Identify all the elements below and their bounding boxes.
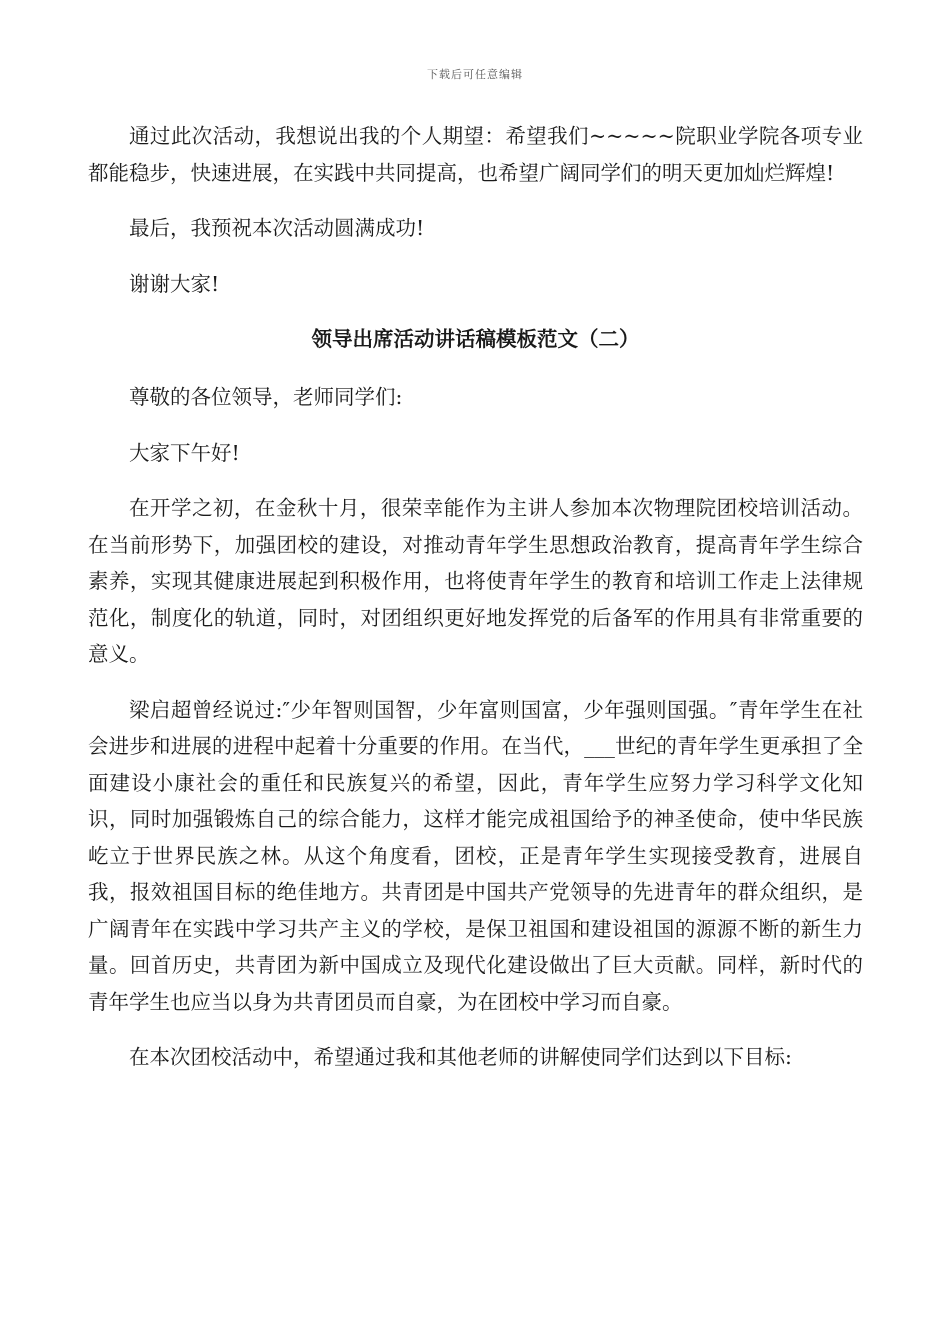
paragraph-expectation: 通过此次活动，我想说出我的个人期望：希望我们~~~~~院职业学院各项专业都能稳步，快速进展，在实践中共同提高，也希望广阔同学们的明天更加灿烂辉煌! xyxy=(88,124,863,185)
paragraph-goals-intro: 在本次团校活动中，希望通过我和其他老师的讲解使同学们达到以下目标: xyxy=(129,1045,792,1069)
paragraph-greeting: 大家下午好! xyxy=(129,440,240,465)
page-header: 下载后可任意编辑 xyxy=(427,68,523,81)
paragraph-greeting-address: 尊敬的各位领导，老师同学们: xyxy=(129,385,403,409)
paragraph-wish-success: 最后，我预祝本次活动圆满成功! xyxy=(129,216,425,240)
paragraph-opening: 在开学之初，在金秋十月，很荣幸能作为主讲人参加本次物理院团校培训活动。在当前形势下，加强团校的建设，对推动青年学生思想政治教育，提高青年学生综合素养，实现其健康进展起到积极作用，也将使青年学生的教育和培训工作走上法律规范化，制度化的轨道，同时，对团组织更好地发挥党的后备军的作用具有非常重要的意义。 xyxy=(88,496,863,666)
document-body xyxy=(88,118,863,1095)
paragraph-thanks: 谢谢大家! xyxy=(129,271,220,296)
section-title: 领导出席活动讲话稿模板范文（二） xyxy=(311,327,640,351)
paragraph-liang-qichao: 梁启超曾经说过:″少年智则国智，少年富则国富，少年强则国强。″青年学生在社会进步和进展的进程中起着十分重要的作用。在当代，___世纪的青年学生更承担了全面建设小康社会的重任和民族复兴的希望，因此，青年学生应努力学习科学文化知识，同时加强锻炼自己的综合能力，这样才能完成祖国给予的神圣使命，使中华民族屹立于世界民族之林。从这个角度看，团校，正是青年学生实现接受教育，进展自我，报效祖国目标的绝佳地方。共青团是中国共产党领导的先进青年的群众组织，是广阔青年在实践中学习共产主义的学校，是保卫祖国和建设祖国的源源不断的新生力量。回首历史，共青团为新中国成立及现代化建设做出了巨大贡献。同样，新时代的青年学生也应当以身为共青团员而自豪，为在团校中学习而自豪。 xyxy=(88,697,863,1014)
